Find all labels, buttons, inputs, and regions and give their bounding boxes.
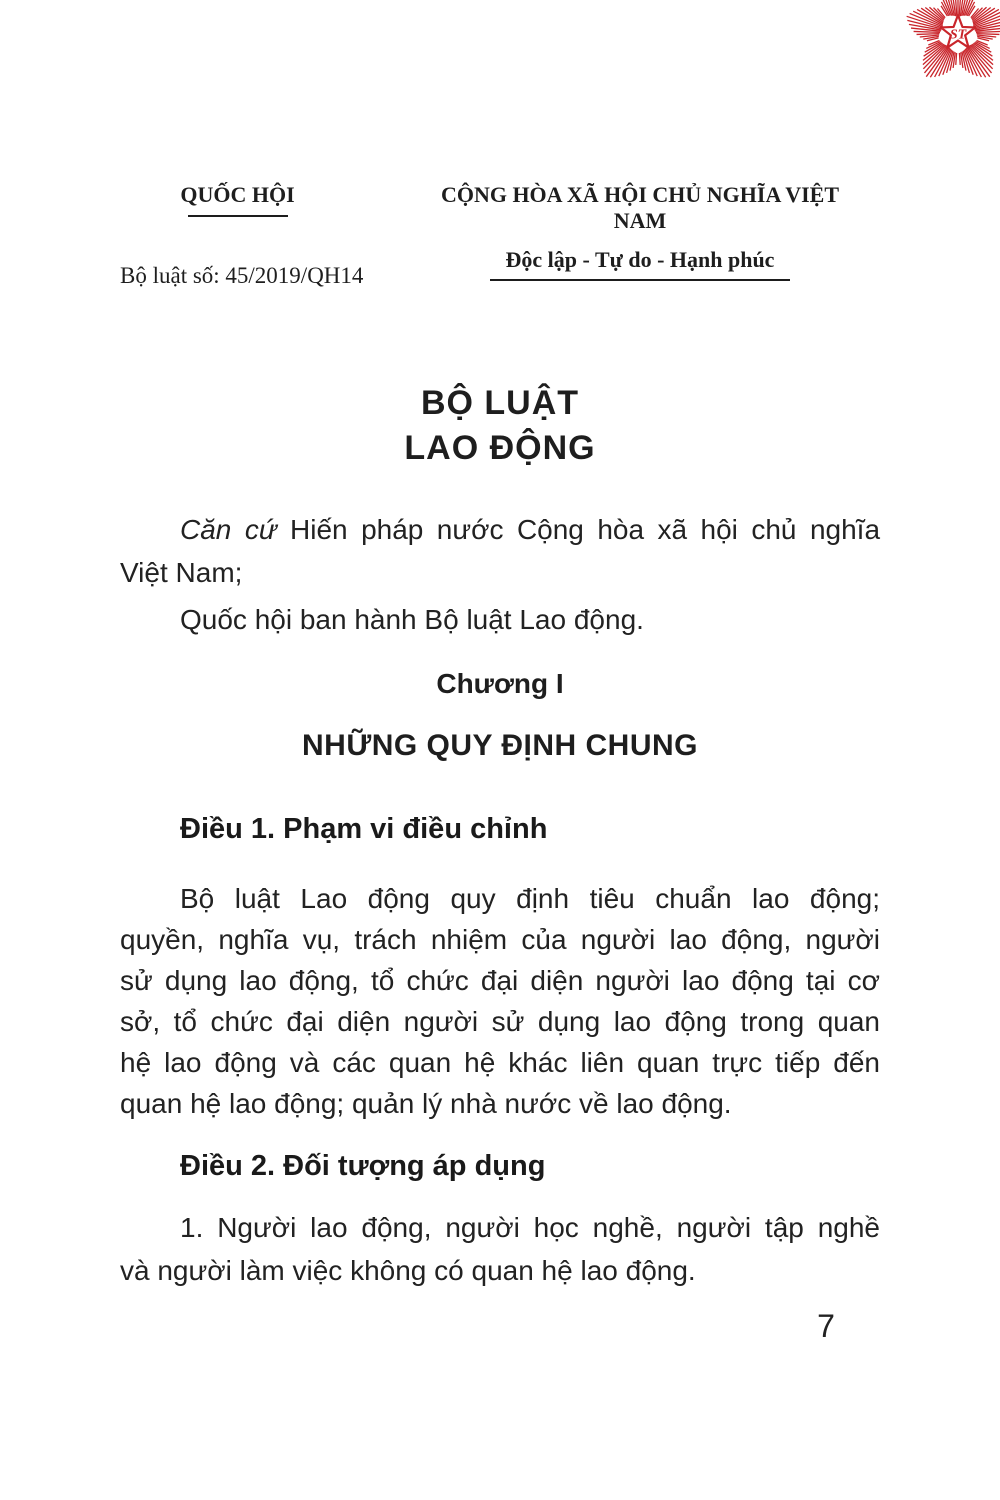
issuer-underline bbox=[188, 215, 288, 217]
document-title-line1: BỘ LUẬT bbox=[420, 384, 580, 422]
preamble-enactment: Quốc hội ban hành Bộ luật Lao động. bbox=[180, 604, 644, 635]
article-1-line: hệ lao động và các quan hệ khác liên quan trực tiếp đến bbox=[120, 1047, 880, 1078]
article-1-line: quyền, nghĩa vụ, trách nhiệm của người lao động, người bbox=[120, 924, 880, 955]
article-1-line: sử dụng lao động, tổ chức đại diện người lao động tại cơ bbox=[120, 965, 880, 996]
national-title: CỘNG HÒA XÃ HỘI CHỦ NGHĨA VIỆT NAM bbox=[440, 182, 840, 233]
publisher-starburst-logo bbox=[888, 0, 1000, 103]
logo-monogram: ST bbox=[949, 27, 967, 43]
article-1-body bbox=[120, 878, 880, 1124]
issuer-name: QUỐC HỘI bbox=[180, 182, 295, 207]
article-1-line: sở, tổ chức đại diện người sử dụng lao động trong quan bbox=[120, 1006, 880, 1037]
article-2-body bbox=[120, 1206, 880, 1292]
header-national-block bbox=[420, 182, 860, 281]
article-1-heading: Điều 1. Phạm vi điều chỉnh bbox=[180, 813, 548, 845]
header-issuer-block bbox=[120, 182, 355, 217]
article-2-line: và người làm việc không có quan hệ lao động. bbox=[120, 1255, 696, 1286]
document-title bbox=[120, 381, 880, 471]
motto-underline bbox=[490, 279, 790, 281]
preamble bbox=[120, 508, 880, 641]
page-number: 7 bbox=[817, 1308, 835, 1344]
article-1-line: Bộ luật Lao động quy định tiêu chuẩn lao động; bbox=[180, 883, 880, 914]
article-2-line: 1. Người lao động, người học nghề, người tập nghề bbox=[180, 1212, 880, 1243]
chapter-label: Chương I bbox=[436, 668, 564, 699]
preamble-line bbox=[120, 508, 880, 551]
national-motto: Độc lập - Tự do - Hạnh phúc bbox=[505, 247, 775, 272]
preamble-citation-italic: Căn cứ bbox=[180, 514, 277, 545]
document-number: Bộ luật số: 45/2019/QH14 bbox=[120, 263, 364, 288]
article-1-line: quan hệ lao động; quản lý nhà nước về lao động. bbox=[120, 1088, 732, 1119]
document-title-line2: LAO ĐỘNG bbox=[404, 429, 596, 467]
preamble-line: Việt Nam; bbox=[120, 557, 243, 588]
article-2-heading: Điều 2. Đối tượng áp dụng bbox=[180, 1150, 546, 1182]
preamble-citation-rest: Hiến pháp nước Cộng hòa xã hội chủ nghĩa bbox=[276, 514, 881, 545]
chapter-title: NHỮNG QUY ĐỊNH CHUNG bbox=[301, 729, 698, 762]
